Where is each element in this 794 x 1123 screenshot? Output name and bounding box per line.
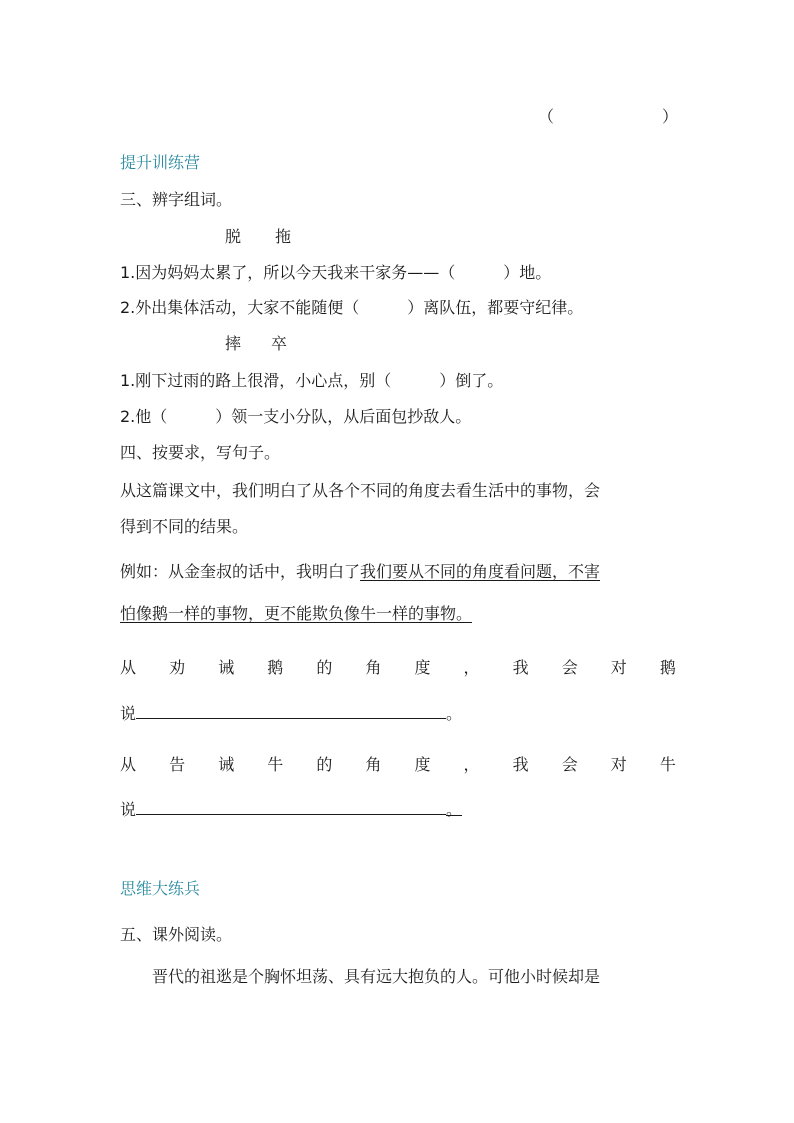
prompt-1-char: 我	[512, 658, 529, 677]
prompt-2-char: 会	[561, 755, 578, 774]
prompt-2-answer-line	[120, 798, 462, 821]
section-title-training: 提升训练营	[120, 153, 201, 172]
bracket-close: ）	[662, 107, 679, 126]
prompt-1-chars	[120, 657, 676, 679]
q3-sentence-1: 1.因为妈妈太累了，所以今天我来干家务——（ ）地。	[120, 263, 552, 282]
prompt-2-char: 对	[610, 755, 627, 774]
q5-heading: 五、课外阅读。	[120, 925, 233, 944]
prompt-2-char: 诫	[218, 755, 235, 774]
prompt-1-end: 。	[446, 704, 463, 723]
q5-paragraph-line-1: 晋代的祖逖是个胸怀坦荡、具有远大抱负的人。可他小时候却是	[152, 967, 601, 986]
prompt-2-char: 的	[316, 755, 333, 774]
prompt-2-chars	[120, 754, 676, 776]
char-pair-2-b: 卒	[271, 334, 288, 353]
q3-sentence-2: 2.外出集体活动，大家不能随便（ ）离队伍，都要守纪律。	[120, 298, 584, 317]
prompt-1-char: 诫	[218, 658, 235, 677]
q4-heading: 四、按要求，写句子。	[120, 443, 281, 462]
q4-intro-line-1: 从这篇课文中，我们明白了从各个不同的角度去看生活中的事物，会	[120, 481, 601, 500]
answer-bracket	[538, 106, 678, 128]
prompt-2-char: 角	[365, 755, 382, 774]
prompt-1-char: 度	[414, 658, 431, 677]
prompt-1-tail: 说	[120, 704, 137, 723]
prompt-1-blank[interactable]	[136, 702, 446, 719]
q4-intro-line-2: 得到不同的结果。	[120, 517, 249, 536]
prompt-1-char: 的	[316, 658, 333, 677]
char-pair-2	[225, 333, 287, 355]
prompt-2-char: 告	[169, 755, 186, 774]
bracket-open: （	[538, 107, 555, 126]
q3-sentence-4: 2.他（ ）领一支小分队，从后面包抄敌人。	[120, 407, 472, 426]
example-prefix: 例如：从金奎叔的话中，我明白了	[120, 562, 361, 581]
prompt-2-char: 我	[512, 755, 529, 774]
prompt-1-char: ，	[463, 658, 480, 677]
prompt-2-end: 。	[446, 800, 463, 819]
prompt-1-char: 角	[365, 658, 382, 677]
example-underlined-2: 怕像鹅一样的事物，更不能欺负像牛一样的事物。	[120, 604, 473, 623]
char-pair-1	[225, 226, 291, 248]
prompt-1-char: 从	[120, 658, 137, 677]
prompt-2-char: 牛	[267, 755, 284, 774]
prompt-1-char: 劝	[169, 658, 186, 677]
q4-example-line-2	[120, 603, 472, 625]
prompt-1-char: 鹅	[267, 658, 284, 677]
prompt-2-char: 牛	[659, 755, 676, 774]
prompt-2-char: ，	[463, 755, 480, 774]
prompt-1-answer-line	[120, 702, 462, 725]
prompt-1-char: 鹅	[659, 658, 676, 677]
q3-heading: 三、辨字组词。	[120, 190, 233, 209]
example-underlined-1: 我们要从不同的角度看问题，不害	[360, 562, 601, 581]
prompt-2-blank[interactable]	[136, 798, 446, 815]
section-title-thinking: 思维大练兵	[120, 879, 201, 898]
prompt-2-char: 从	[120, 755, 137, 774]
prompt-2-tail: 说	[120, 800, 137, 819]
char-pair-1-b: 拖	[275, 227, 292, 246]
prompt-2-char: 度	[414, 755, 431, 774]
char-pair-1-a: 脱	[225, 227, 242, 246]
q3-sentence-3: 1.刚下过雨的路上很滑，小心点，别（ ）倒了。	[120, 371, 504, 390]
char-pair-2-a: 摔	[225, 334, 242, 353]
prompt-1-char: 会	[561, 658, 578, 677]
prompt-1-char: 对	[610, 658, 627, 677]
q4-example-line-1	[120, 561, 600, 583]
